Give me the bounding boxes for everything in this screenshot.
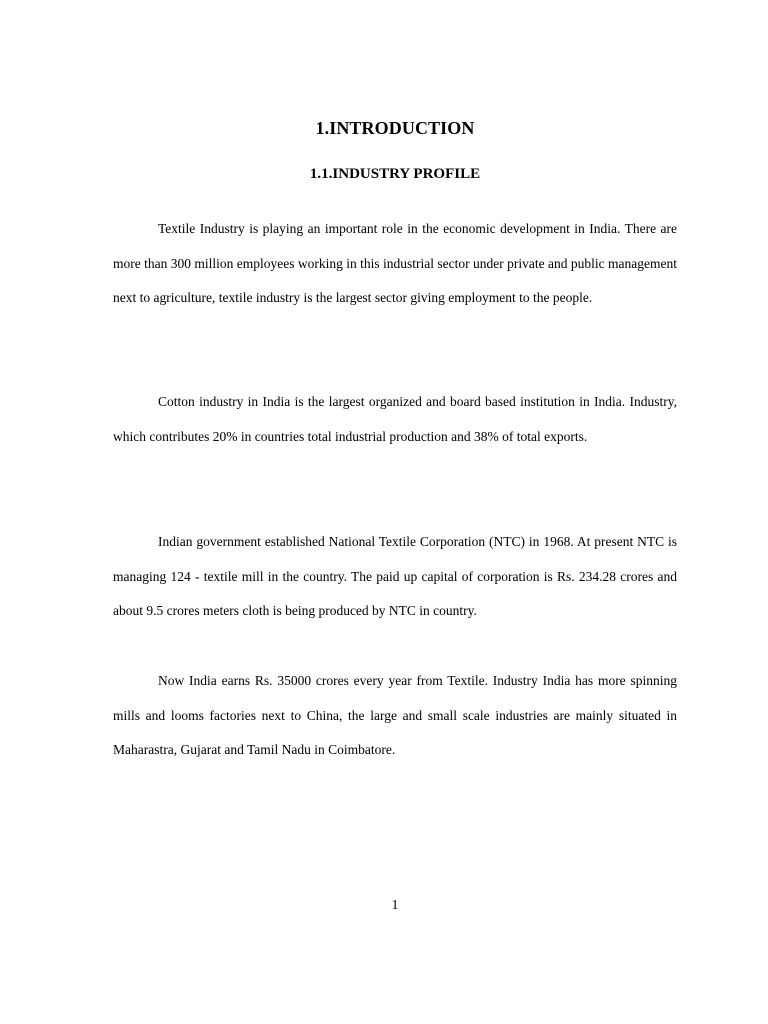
paragraph-cotton-industry: Cotton industry in India is the largest organized and board based institution in India. Industry, which contributes 20% in countries total industrial production and 38% of total exports. (113, 394, 677, 444)
paragraph-ntc: Indian government established National Textile Corporation (NTC) in 1968. At present NTC is managing 124 - textile mill in the country. The paid up capital of corporation is Rs. 234.28 crores and about 9.5 crores meters cloth is being produced by NTC in country. (113, 534, 677, 619)
section-heading: 1.INTRODUCTION (315, 118, 475, 138)
subsection-heading: 1.1.INDUSTRY PROFILE (309, 166, 481, 182)
page-number: 1 (391, 897, 399, 912)
paragraph-earnings: Now India earns Rs. 35000 crores every year from Textile. Industry India has more spinning mills and looms factories next to China, the large and small scale industries are mainly situated in Maharastra, Gujarat and Tamil Nadu in Coimbatore. (113, 673, 677, 758)
paragraph-textile-industry: Textile Industry is playing an important role in the economic development in India. There are more than 300 million employees working in this industrial sector under private and public management next to agriculture, textile industry is the largest sector giving employment to the people. (113, 221, 677, 306)
